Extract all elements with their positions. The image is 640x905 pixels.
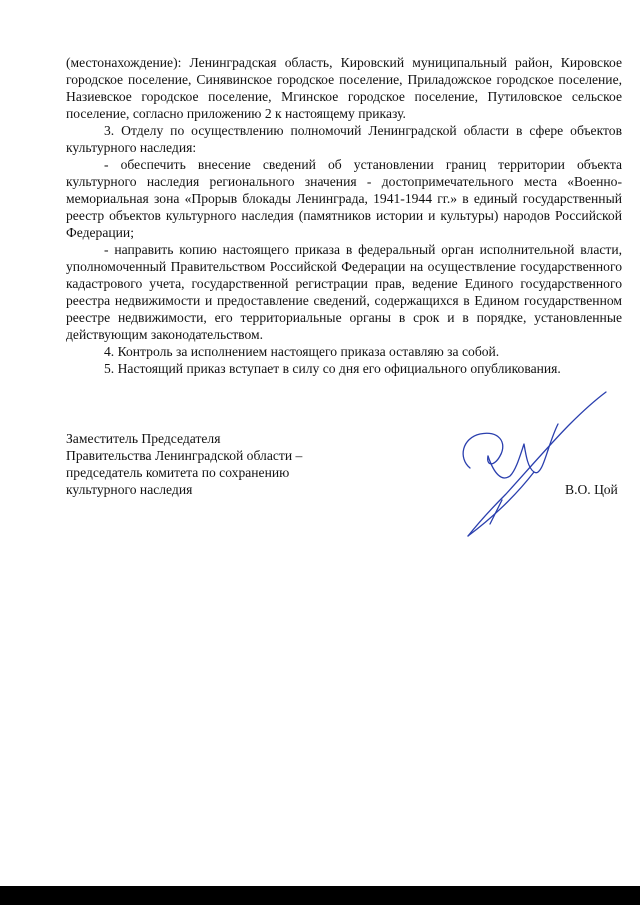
position-line: Правительства Ленинградской области – xyxy=(66,448,303,463)
paragraph-item-5: 5. Настоящий приказ вступает в силу со дня его официального опубликования. xyxy=(104,361,561,376)
handwritten-signature xyxy=(440,390,610,540)
paragraph-item-3-copy: - направить копию настоящего приказа в федеральный орган исполнительной власти, уполномоченный Правительством Российской Федерации на осуществление государственного кадастрового учета, государственной регистрации прав, ведение Единого государственного реестра недвижимости и предоставление сведений, содержащихся в Едином государственном реестре недвижимости, его территориальные органы в срок и в порядке, установленные действующим законодательством. xyxy=(66,242,622,342)
paragraph-item-3-register: - обеспечить внесение сведений об установлении границ территории объекта культурного наследия регионального значения - достопримечательного места «Военно-мемориальная зона «Прорыв блокады Ленинграда, 1941-1944 гг.» в единый государственный реестр объектов культурного наследия (памятников истории и культуры) народов Российской Федерации; xyxy=(66,157,622,240)
signatory-position xyxy=(66,430,366,498)
signer-name: В.О. Цой xyxy=(565,482,618,497)
paragraph-location: (местонахождение): Ленинградская область, Кировский муниципальный район, Кировское городское поселение, Синявинское городское поселение, Приладожское городское поселение, Назиевское городское поселение, Мгинское городское поселение, Путиловское сельское поселение, согласно приложению 2 к настоящему приказу. xyxy=(66,55,622,121)
document-body xyxy=(66,54,622,377)
position-line: Заместитель Председателя xyxy=(66,431,221,446)
scan-bottom-edge xyxy=(0,886,640,905)
paragraph-item-3: 3. Отделу по осуществлению полномочий Ленинградской области в сфере объектов культурного наследия: xyxy=(66,123,622,155)
position-line: председатель комитета по сохранению xyxy=(66,465,290,480)
paragraph-item-4: 4. Контроль за исполнением настоящего приказа оставляю за собой. xyxy=(104,344,500,359)
position-line: культурного наследия xyxy=(66,482,193,497)
